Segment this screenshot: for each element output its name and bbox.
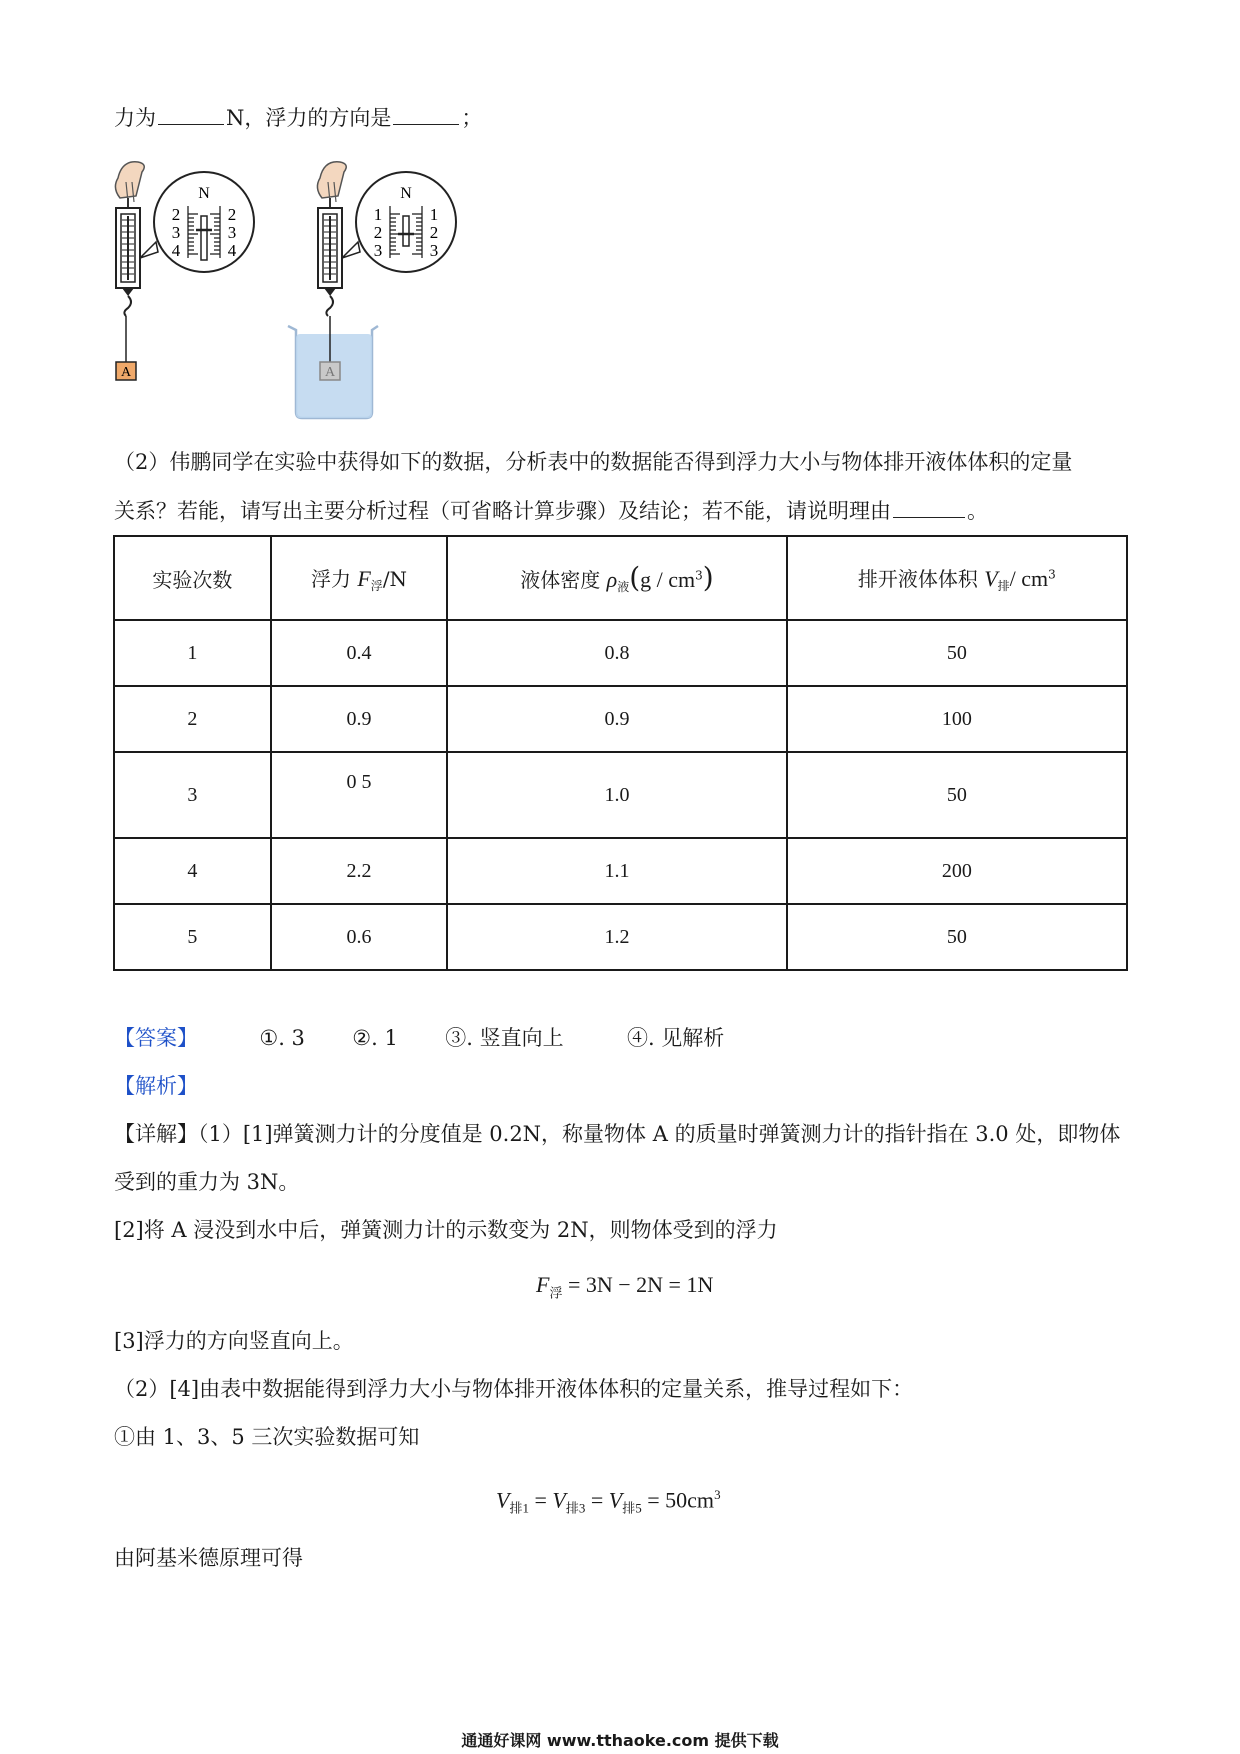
text: 排 (997, 578, 1010, 593)
formula-buoyancy (536, 1270, 713, 1309)
formula-sub: 浮 (549, 1286, 563, 1302)
table-cell: 5 (114, 904, 271, 970)
answer-item: ④. 见解析 (626, 1026, 725, 1050)
table-cell: 2 (114, 686, 271, 752)
text: 关系？若能，请写出主要分析过程（可省略计算步骤）及结论；若不能，请说明理由 (114, 499, 891, 523)
table-header-row (114, 536, 1127, 620)
text: ； (461, 106, 483, 130)
data-table (113, 535, 1128, 971)
page-footer: 通通好课网 www.tthaoke.com 提供下载 (461, 1731, 779, 1750)
analysis-p4: [3]浮力的方向竖直向上。 (114, 1329, 354, 1353)
header-buoyancy (271, 536, 448, 620)
tick-label: 2 (373, 223, 383, 242)
table-cell: 1.0 (447, 752, 786, 838)
answer-item: ③. 竖直向上 (445, 1026, 564, 1050)
text: 。 (967, 499, 988, 523)
table-row (114, 620, 1127, 686)
text: 排开液体体积 (857, 566, 978, 591)
header-density: 液体密度 $\rho_液(g / cm^3)$ (447, 536, 786, 620)
text: /N (382, 566, 408, 591)
analysis-p7: 由阿基米德原理可得 (114, 1546, 303, 1570)
answer-blank (158, 102, 224, 125)
tick-label: 2 (171, 205, 181, 224)
formula-sub: 排3 (565, 1500, 586, 1516)
formula-var: V (496, 1487, 510, 1513)
tick-label: 3 (171, 223, 181, 242)
analysis-p1 (114, 1119, 1120, 1149)
table-cell: 1.2 (447, 904, 786, 970)
tick-label: 1 (373, 205, 383, 224)
scale-unit: N (198, 185, 210, 202)
table-row (114, 686, 1127, 752)
table-cell: 0.6 (271, 904, 448, 970)
tick-label: 3 (429, 241, 439, 260)
text: F (357, 565, 371, 591)
question-line-2: （2）伟鹏同学在实验中获得如下的数据，分析表中的数据能否得到浮力大小与物体排开液体体积的定量 (114, 450, 1073, 474)
answer-item: ①. 3 (259, 1026, 305, 1050)
table-cell: 1 (114, 620, 271, 686)
spring-scale-figure-water (286, 158, 486, 420)
analysis-label: 【解析】 (114, 1074, 198, 1098)
tick-label: 4 (227, 241, 237, 260)
table-cell: 200 (787, 838, 1127, 904)
analysis-p6: ①由 1、3、5 三次实验数据可知 (114, 1425, 420, 1449)
tick-label: 3 (373, 241, 383, 260)
table-row (114, 904, 1127, 970)
text: g / cm (640, 567, 696, 592)
question-line-3 (114, 495, 988, 526)
table-cell: 0.9 (271, 686, 448, 752)
table-cell: 50 (787, 620, 1127, 686)
formula-sub: 排5 (622, 1500, 642, 1516)
analysis-p5: （2）[4]由表中数据能得到浮力大小与物体排开液体体积的定量关系，推导过程如下： (114, 1377, 914, 1401)
formula-var: V (552, 1487, 566, 1513)
text: 力为 (114, 106, 156, 130)
tick-label: 2 (227, 205, 237, 224)
block-label: A (120, 365, 132, 380)
answer-blank (393, 102, 459, 125)
analysis-p3: [2]将 A 浸没到水中后，弹簧测力计的示数变为 2N，则物体受到的浮力 (114, 1218, 778, 1242)
tick-label: 1 (429, 205, 439, 224)
table-row (114, 838, 1127, 904)
answer-item: ②. 1 (352, 1026, 398, 1050)
scale-unit: N (400, 185, 412, 202)
formula-sub: 排1 (509, 1500, 529, 1516)
spring-scale-figure-air (108, 158, 268, 390)
table-cell: 50 (787, 752, 1127, 838)
text: 液体密度 (520, 568, 601, 592)
analysis-label-line (114, 1071, 198, 1101)
text: V (984, 565, 998, 591)
table-cell: 3 (114, 752, 271, 838)
answer-line (114, 1023, 724, 1053)
answer-label: 【答案】 (114, 1026, 198, 1050)
text: / cm (1009, 565, 1049, 591)
tick-label: 2 (429, 223, 439, 242)
formula-rest: = 3N − 2N = 1N (562, 1272, 714, 1297)
table-cell: 1.1 (447, 838, 786, 904)
table-cell: 2.2 (271, 838, 448, 904)
table-cell: 4 (114, 838, 271, 904)
formula-var: V (608, 1487, 623, 1513)
detail-label: 【详解】 (114, 1122, 198, 1146)
table-cell: 0.9 (447, 686, 786, 752)
table-cell: 50 (787, 904, 1127, 970)
question-line-1 (114, 102, 482, 133)
text: 液 (617, 580, 630, 594)
table-cell: 0.4 (271, 620, 448, 686)
table-cell: 100 (787, 686, 1127, 752)
block-label: A (324, 365, 336, 380)
text: （1）[1]弹簧测力计的分度值是 0.2N，称量物体 A 的质量时弹簧测力计的指针指在 3.0 处，即物体 (198, 1122, 1121, 1146)
table-cell: 0.8 (447, 620, 786, 686)
tick-label: 3 (227, 223, 237, 242)
table-cell: 0 5 (271, 752, 448, 838)
formula-var: F (536, 1272, 550, 1297)
header-trial: 实验次数 (114, 536, 271, 620)
text: ρ (606, 567, 618, 592)
text: N，浮力的方向是 (226, 106, 392, 130)
header-volume: 排开液体体积 $V_排/$ $cm^3$ (787, 536, 1127, 620)
tick-label: 4 (171, 241, 181, 260)
answer-blank (893, 495, 965, 518)
analysis-p2: 受到的重力为 3N。 (114, 1170, 300, 1194)
text: 浮 (370, 578, 383, 593)
formula-volume: $V_{排1} = V_{排3} = V_{排5} = 50cm^3$ (496, 1487, 721, 1516)
text: 浮力 (310, 566, 351, 591)
formula-value: 50cm (665, 1487, 715, 1513)
table-row (114, 752, 1127, 838)
